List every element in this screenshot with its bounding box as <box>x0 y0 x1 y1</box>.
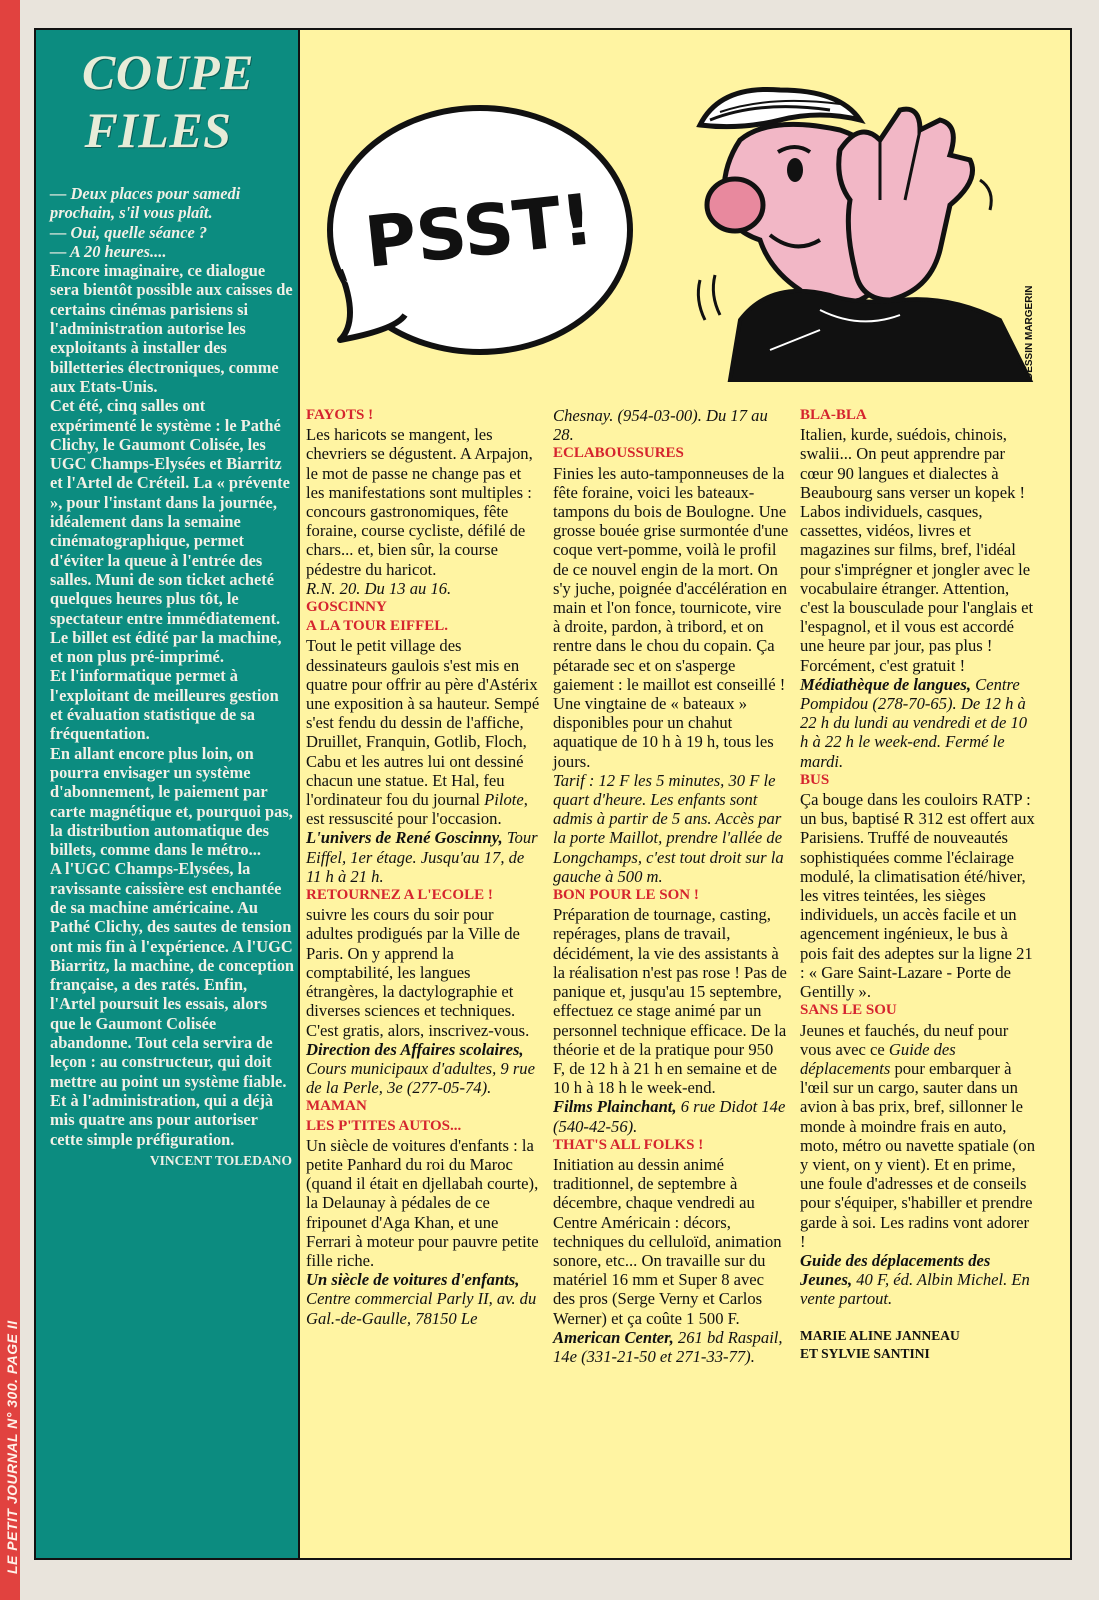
balloon-text: PSST! <box>361 178 598 284</box>
info-text: 40 F, éd. Albin Michel. En vente partout. <box>800 1270 1030 1309</box>
section-info: Chesnay. (954-03-00). Du 17 au 28. <box>553 406 768 445</box>
info-title: Direction des Affaires scolaires, <box>306 1039 524 1059</box>
section-info <box>800 675 1036 771</box>
info-title: Films Plainchant, <box>553 1097 677 1117</box>
section-heading: A LA TOUR EIFFEL. <box>306 618 448 635</box>
section-body: Italien, kurde, suédois, chinois, swalii... On peut apprendre par cœur 90 langues et dialectes à Beaubourg sans verser un kopek ! Labos individuels, casques, cassettes, vidéos, livres et magazines sur films, bref, l'idéal pour s'imprégner et jongler avec le vocabulaire étranger. Attention, c'est la bousculade pour l'anglais et l'espagnol, et il vous est accordé une heure par jour, pas plus ! Forcément, c'est gratuit ! <box>800 425 1034 675</box>
info-title: L'univers de René Goscinny, <box>306 828 503 848</box>
section-heading: BUS <box>800 771 830 788</box>
character-drawing <box>698 89 1030 380</box>
section-info <box>306 828 542 886</box>
speech-balloon <box>330 108 630 352</box>
section-heading: BON POUR LE SON ! <box>553 887 699 904</box>
info-title: Médiathèque de langues, <box>800 674 972 694</box>
illustration-credit: DESSIN MARGERIN <box>1024 285 1035 380</box>
section-body: suivre les cours du soir pour adultes prodigués par la Ville de Paris. On y apprend la comptabilité, les langues étrangères, la dactylographie et diverses sciences et techniques. C'est gratis, alors, inscrivez-vous. <box>306 905 530 1040</box>
byline-line: MARIE ALINE JANNEAU <box>800 1327 960 1343</box>
paragraph: Cet été, cinq salles ont expérimenté le système : le Pathé Clichy, le Gaumont Colisée, les UGC Champs-Elysées et Biarritz et l'Artel de Créteil. La « prévente », pour l'instant dans la journée, idéalement dans la semaine cinématographique, permet d'éviter la queue à l'entrée des salles. Muni de son ticket acheté quelques heures plus tôt, le spectateur entre immédiatement. Le billet est édité par la machine, et non plus pré-imprimé. <box>50 396 290 667</box>
info-title: Guide des déplacements des Jeunes, <box>800 1250 991 1290</box>
section-info <box>306 1270 542 1328</box>
author-signature: VINCENT TOLEDANO <box>149 1152 292 1168</box>
coupe-title-line1: COUPE <box>82 44 254 100</box>
journal-name: Pilote <box>484 790 524 810</box>
section-body: Les haricots se mangent, les chevriers se dégustent. A Arpajon, le mot de passe ne change pas et les manifestations sont multiples : concours gastronomiques, fête foraine, course cycliste, défilé de chars... et, bien sûr, la course pédestre du haricot. <box>306 425 533 579</box>
info-text: Centre Pompidou (278-70-65). De 12 h à 22 h du lundi au vendredi et de 10 h à 22 h le week-end. Fermé le mardi. <box>800 674 1028 771</box>
dialogue-line: — A 20 heures.... <box>50 241 167 261</box>
section-info <box>306 1040 542 1098</box>
section-heading: LES P'TITES AUTOS... <box>306 1117 462 1134</box>
section-heading: RETOURNEZ A L'ECOLE ! <box>306 887 493 904</box>
body-text: , est ressuscité pour l'occasion. <box>306 790 528 829</box>
article-column-3 <box>800 406 1036 1363</box>
info-text: 6 rue Didot 14e (540-42-56). <box>553 1097 786 1136</box>
section-heading: SANS LE SOU <box>800 1002 897 1019</box>
side-vertical-label: LE PETIT JOURNAL N° 300. PAGE II <box>4 1320 20 1574</box>
article-column-1 <box>306 406 542 1328</box>
body-text: pour embarquer à l'œil sur un cargo, sauter dans un avion à bas prix, bref, sillonner le monde à moindre frais en auto, moto, métro ou navette spatiale (on y vient, on y vient). Et en prime, une foule d'adresses et de conseils pour s'équiper, s'habiller et prendre garde à soi. Les radins vont adorer ! <box>800 1058 1036 1251</box>
byline-line: ET SYLVIE SANTINI <box>800 1345 930 1361</box>
section-body: Un siècle de voitures d'enfants : la petite Panhard du roi du Maroc (quand il était en djellabah courte), la Delaunay à pédales de ce fripounet d'Aga Khan, et une Ferrari à moteur pour pauvre petite fille riche. <box>306 1135 539 1270</box>
paragraph: A l'UGC Champs-Elysées, la ravissante caissière est enchantée de sa machine américaine. Au Pathé Clichy, des sautes de tension ont mis fin à l'expérience. A l'UGC Biarritz, la machine, de conception française, a des ratés. Enfin, l'Artel poursuit les essais, alors que le Gaumont Colisée abandonne. Tout cela servira de leçon : au constructeur, qui doit mettre au point un système fiable. Et à l'administration, qui a déjà mis quatre ans pour autoriser cette simple préfiguration. <box>50 859 295 1149</box>
section-info: Tarif : 12 F les 5 minutes, 30 F le quart d'heure. Les enfants sont admis à partir de 5 ans. Accès par la porte Maillot, prendre l'allée de Longchamps, c'est tout droit sur la gauche à 500 m. <box>553 770 784 886</box>
section-heading: BLA-BLA <box>800 407 867 423</box>
dialogue-line: — Oui, quelle séance ? <box>50 222 208 242</box>
coupe-title-line2: FILES <box>84 102 232 158</box>
info-text: Cours municipaux d'adultes, 9 rue de la Perle, 3e (277-05-74). <box>306 1058 535 1098</box>
section-heading: FAYOTS ! <box>306 407 374 423</box>
section-info <box>800 1251 1036 1309</box>
section-heading: MAMAN <box>306 1098 367 1115</box>
section-info: R.N. 20. Du 13 au 16. <box>306 578 452 598</box>
psst-illustration <box>300 30 1070 400</box>
paragraph: Encore imaginaire, ce dialogue sera bientôt possible aux caisses de certains cinémas parisiens si l'administration autorise les exploitants à installer des billetteries électroniques, comme aux Etats-Unis. <box>50 261 293 396</box>
section-body: Ça bouge dans les couloirs RATP : un bus, baptisé R 312 est offert aux Parisiens. Truffé de nouveautés sophistiquées comme l'éclairage modulé, la climatisation été/hiver, les vitres teintées, les sièges individuels, un accès facile et un agencement ingénieux, le bus à pois fait des adeptes sur la ligne 21 : « Gare Saint-Lazare - Porte de Gentilly ». <box>800 790 1035 1002</box>
coupe-files-body <box>50 184 294 1170</box>
section-body <box>800 1021 1036 1251</box>
section-info <box>553 1328 789 1366</box>
section-heading: GOSCINNY <box>306 599 387 616</box>
body-text: Tout le petit village des dessinateurs gaulois s'est mis en quatre pour offrir au père d'Astérix une exposition à sa hauteur. Sempé s'est fendu du dessin de l'affiche, Druillet, Franquin, Gotlib, Floch, Cabu et les autres lui ont dessiné chacun une statue. Et Hal, feu l'ordinateur fou du journal <box>306 636 540 810</box>
info-text: 261 bd Raspail, 14e (331-21-50 et 271-33-77). <box>553 1327 783 1366</box>
guide-name: Guide des déplacements <box>800 1039 956 1078</box>
section-body: Finies les auto-tamponneuses de la fête foraine, voici les bateaux-tampons du bois de Boulogne. Une grosse bouée grise surmontée d'une coque vert-pomme, voilà le profil de ce nouvel engin de la mort. On s'y juche, poignée d'accélération en main et l'on fonce, tournicote, vire à droite, pardon, à tribord, et on rentre dans le chou du copain. Ça pétarade sec et on s'asperge gaiement : le maillot est conseillé ! Une vingtaine de « bateaux » disponibles pour un chahut aquatique de 10 h à 19 h, tous les jours. <box>553 463 789 771</box>
section-body <box>306 636 542 828</box>
info-text: Centre commercial Parly II, av. du Gal.-de-Gaulle, 78150 Le <box>306 1289 537 1328</box>
dialogue-line: — Deux places pour samedi prochain, s'il vous plaît. <box>50 184 241 223</box>
info-title: Un siècle de voitures d'enfants, <box>306 1270 520 1290</box>
section-heading: THAT'S ALL FOLKS ! <box>553 1136 704 1153</box>
section-body: Initiation au dessin animé traditionnel, de septembre à décembre, chaque vendredi au Centre Américain : décors, techniques du celluloïd, animation sonore, etc... On travaille sur du matériel 16 mm et Super 8 avec des pros (Serge Verny et Carlos Werner) et ça coûte 1 500 F. <box>553 1154 782 1328</box>
paragraph: En allant encore plus loin, on pourra envisager un système d'abonnement, le paiement par carte magnétique et, pourquoi pas, la distribution automatique des billets, comme dans le métro... <box>50 743 293 860</box>
byline <box>800 1327 1036 1363</box>
paragraph: Et l'informatique permet à l'exploitant de meilleures gestion et évaluation statistique de sa fréquentation. <box>50 666 279 744</box>
side-red-bar <box>0 0 20 1600</box>
section-body: Préparation de tournage, casting, repérages, plans de travail, décidément, la vie des assistants à la réalisation n'est pas rose ! Pas de panique et, jusqu'au 15 septembre, effectuez ce stage animé par un personnel technique efficace. De la théorie et de la pratique pour 950 F, de 12 h à 21 h en semaine et de 10 h à 18 h le week-end. <box>553 905 787 1098</box>
coupe-files-column <box>36 30 300 1558</box>
info-title: American Center, <box>553 1327 674 1347</box>
article-column-2 <box>553 406 789 1366</box>
info-text: Tour Eiffel, 1er étage. Jusqu'au 17, de 11 h à 21 h. <box>306 828 538 886</box>
section-info <box>553 1097 789 1135</box>
section-heading: ECLABOUSSURES <box>553 445 684 462</box>
body-text: Jeunes et fauchés, du neuf pour vous avec ce <box>800 1020 1009 1059</box>
